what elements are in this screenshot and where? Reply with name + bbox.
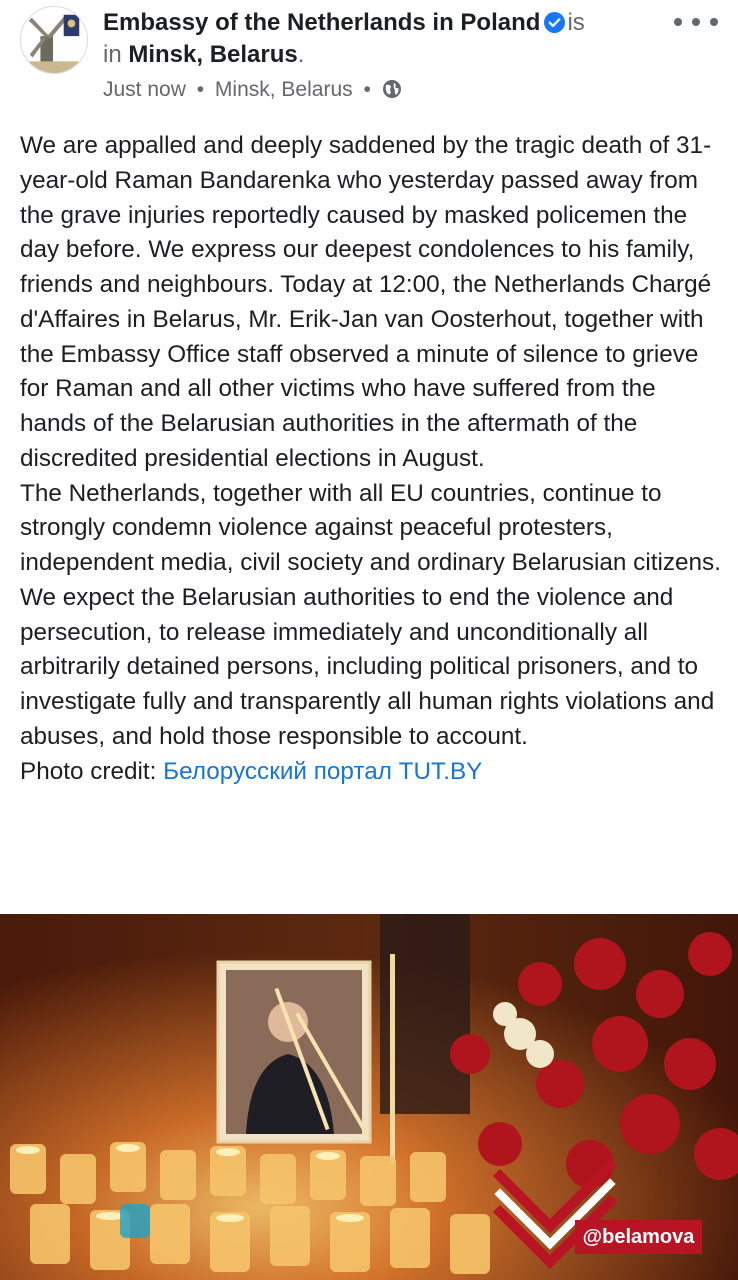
post-paragraph-2: The Netherlands, together with all EU countries, continue to strongly condemn violence against peaceful protesters, independent media, civil society and ordinary Belarusian citizens. We expect the Belarusian authorities to end the violence and persecution, to release immediately and unconditionally all arbitrarily detained persons, including political prisoners, and to investigate fully and transparently all human rights violations and abuses, and hold those responsible to account. (20, 479, 721, 750)
post-meta (103, 76, 402, 104)
page-avatar[interactable] (20, 6, 88, 74)
post-body (20, 129, 725, 789)
in-text: in (103, 41, 122, 68)
photo-credit-link[interactable]: Белорусский портал TUT.BY (163, 757, 483, 785)
photo-credit (20, 755, 725, 790)
post-title-line (103, 7, 663, 39)
page-name-link[interactable]: Embassy of the Netherlands in Poland (103, 9, 541, 36)
meta-separator: • (196, 78, 205, 101)
meta-separator-2: • (363, 78, 371, 101)
windmill-logo-icon (21, 7, 87, 73)
post-paragraph-1: We are appalled and deeply saddened by the tragic death of 31-year-old Raman Bandarenka who yesterday passed away from the grave injuries reportedly caused by masked policemen the day before. We express our deepest condolences to his family, friends and neighbours. Today at 12:00, the Netherlands Chargé d'Affaires in Belarus, Mr. Erik-Jan van Oosterhout, together with the Embassy Office staff observed a minute of silence to grieve for Raman and all other victims who have suffered from the hands of the Belarusian authorities in the aftermath of the discredited presidential elections in August. (20, 132, 712, 472)
more-dot-icon (710, 18, 718, 26)
post-timestamp[interactable]: Just now (103, 78, 186, 101)
verified-badge-icon (544, 12, 565, 33)
is-text: is (567, 9, 585, 36)
globe-icon[interactable] (382, 79, 402, 99)
post-title-line-2 (103, 39, 663, 71)
location-link[interactable]: Minsk, Belarus (128, 41, 298, 68)
more-options-button[interactable] (674, 10, 718, 34)
post-header (0, 0, 738, 110)
more-dot-icon (692, 18, 700, 26)
photo-credit-label: Photo credit: (20, 757, 164, 785)
period-text: . (297, 41, 305, 68)
photo-watermark: @belamova (575, 1220, 702, 1254)
meta-location[interactable]: Minsk, Belarus (214, 78, 353, 101)
more-dot-icon (674, 18, 682, 26)
